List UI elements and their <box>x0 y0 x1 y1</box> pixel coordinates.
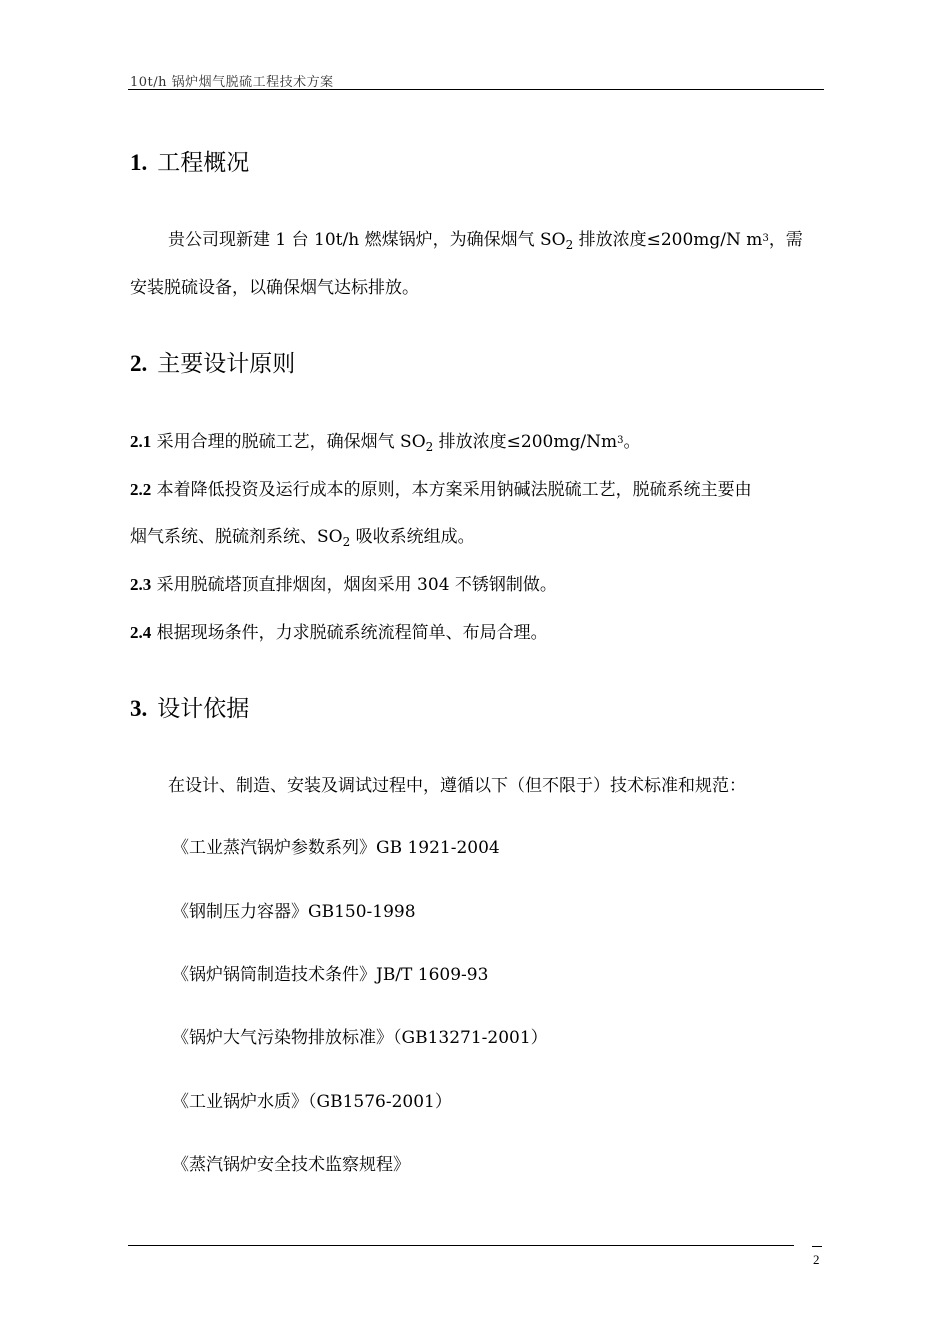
standard-item: 《工业蒸汽锅炉参数系列》GB 1921-2004 <box>172 838 500 858</box>
section-1-paragraph-line-1 <box>168 230 803 252</box>
item-number: 2.4 <box>130 623 152 642</box>
footer-tick <box>812 1246 822 1247</box>
standard-item: 《工业锅炉水质》（GB1576-2001） <box>172 1092 452 1112</box>
section-title: 工程概况 <box>157 150 250 176</box>
standard-item: 《蒸汽锅炉安全技术监察规程》 <box>172 1155 410 1175</box>
principle-item-continuation <box>130 527 475 549</box>
standard-item: 《钢制压力容器》GB150-1998 <box>172 902 416 922</box>
item-text: 采用合理的脱硫工艺，确保烟气 SO <box>151 432 426 452</box>
header-divider <box>128 89 824 90</box>
section-number: 2. <box>130 351 148 376</box>
section-2-heading <box>130 345 295 378</box>
item-text: 采用脱硫塔顶直排烟囱，烟囱采用 304 不锈钢制做。 <box>151 575 557 595</box>
paragraph-text: 贵公司现新建 1 台 10t/h 燃煤锅炉，为确保烟气 SO <box>168 230 566 250</box>
paragraph-text: ，需 <box>768 230 803 250</box>
section-1-paragraph-line-2: 安装脱硫设备，以确保烟气达标排放。 <box>130 278 419 298</box>
item-text: 吸收系统组成。 <box>350 527 475 547</box>
section-title: 主要设计原则 <box>157 351 296 377</box>
principle-item <box>130 481 752 499</box>
item-number: 2.2 <box>130 480 152 499</box>
item-number: 2.3 <box>130 575 152 594</box>
page-number: 2 <box>813 1252 820 1267</box>
standard-item: 《锅炉大气污染物排放标准》（GB13271-2001） <box>172 1028 548 1048</box>
principle-item <box>130 624 548 642</box>
item-number: 2.1 <box>130 432 152 451</box>
subscript: 2 <box>565 238 574 252</box>
item-text: 烟气系统、脱硫剂系统、SO <box>130 527 343 547</box>
subscript: 2 <box>342 535 351 549</box>
section-1-heading <box>130 144 249 177</box>
item-text: 本着降低投资及运行成本的原则，本方案采用钠碱法脱硫工艺，脱硫系统主要由 <box>151 480 752 500</box>
subscript: 2 <box>425 440 434 454</box>
section-number: 1. <box>130 150 148 175</box>
section-title: 设计依据 <box>157 696 250 722</box>
item-text: 。 <box>623 432 641 452</box>
section-number: 3. <box>130 696 148 721</box>
superscript: 3 <box>617 435 624 446</box>
running-header: 10t/h 锅炉烟气脱硫工程技术方案 <box>130 75 334 90</box>
footer-divider <box>128 1245 794 1246</box>
section-3-intro: 在设计、制造、安装及调试过程中，遵循以下（但不限于）技术标准和规范： <box>168 776 746 796</box>
principle-item <box>130 432 641 454</box>
superscript: 3 <box>762 233 769 244</box>
item-text: 根据现场条件，力求脱硫系统流程简单、布局合理。 <box>151 623 548 643</box>
item-text: 排放浓度≤200mg/Nm <box>433 432 618 452</box>
standard-item: 《锅炉锅筒制造技术条件》JB/T 1609-93 <box>172 965 489 985</box>
paragraph-text: 排放浓度≤200mg/N m <box>573 230 763 250</box>
principle-item <box>130 576 557 594</box>
section-3-heading <box>130 690 249 723</box>
